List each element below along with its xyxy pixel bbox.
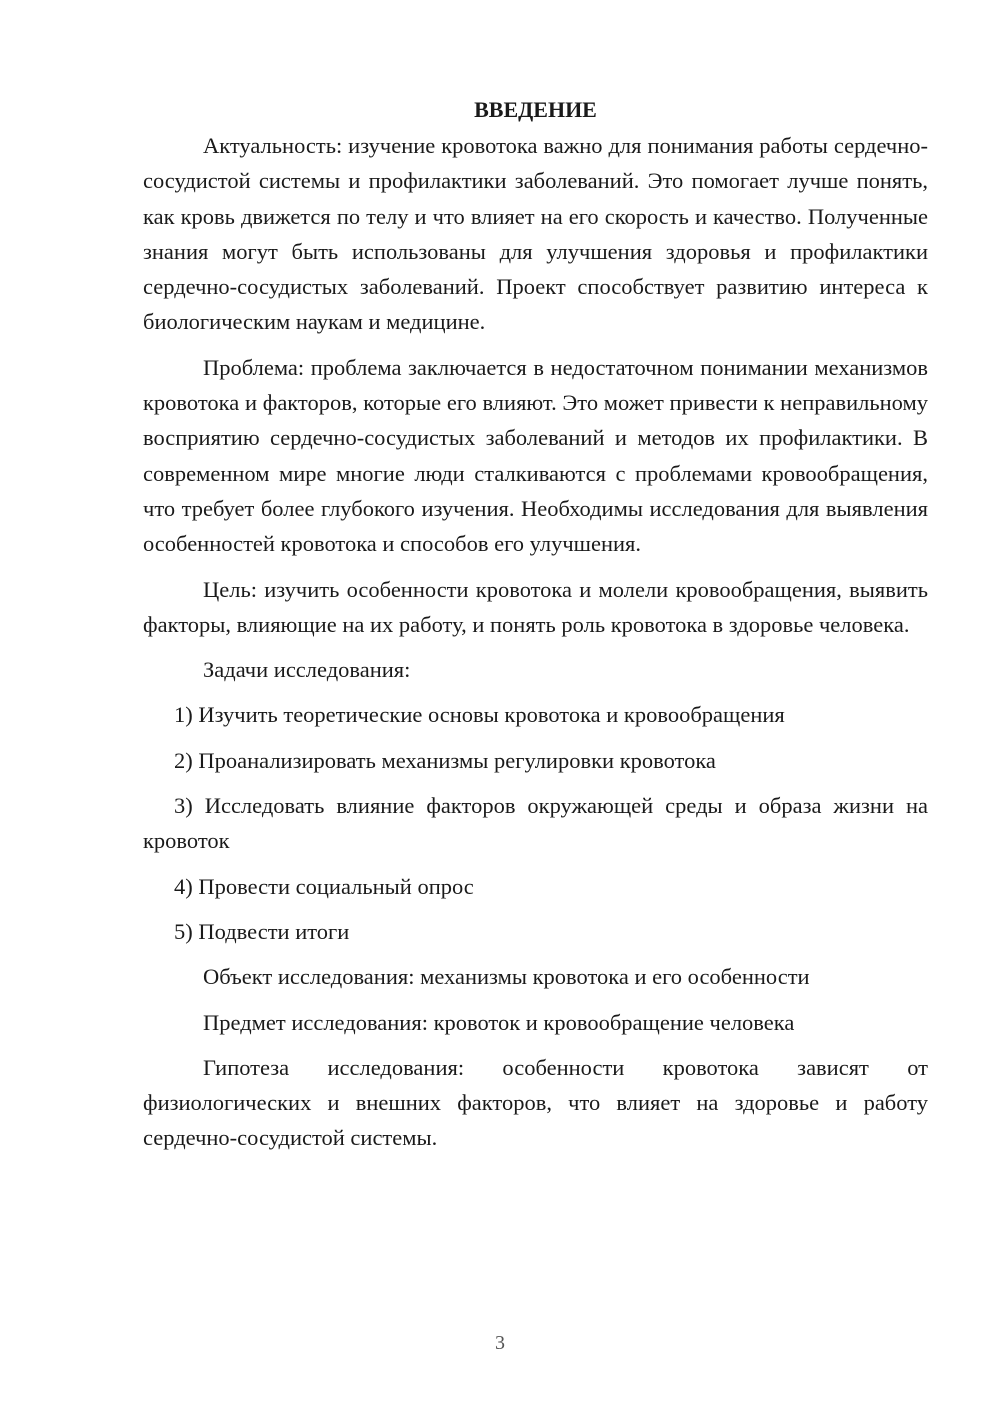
task-item-5: 5) Подвести итоги: [174, 918, 350, 944]
document-page: [143, 95, 928, 1166]
task-item-3: 3) Исследовать влияние факторов окружающей среды и образа жизни на кровоток: [143, 793, 928, 854]
paragraph-relevance: Актуальность: изучение кровотока важно для понимания работы сердечно-сосудистой системы и профилактики заболеваний. Это помогает лучше понять, как кровь движется по телу и что влияет на его скорость и качество. Полученные знания могут быть использованы для улучшения здоровья и профилактики сердечно-сосудистых заболеваний. Проект способствует развитию интереса к биологическим наукам и медицине.: [143, 133, 928, 335]
paragraph-goal: Цель: изучить особенности кровотока и молели кровообращения, выявить факторы, влияющие на их работу, и понять роль кровотока в здоровье человека.: [143, 576, 928, 637]
task-item-4: 4) Провести социальный опрос: [174, 873, 474, 899]
task-item-2: 2) Проанализировать механизмы регулировки кровотока: [174, 747, 716, 773]
paragraph-problem: Проблема: проблема заключается в недостаточном понимании механизмов кровотока и факторов, которые его влияют. Это может привести к неправильному восприятию сердечно-сосудистых заболеваний и методов их профилактики. В современном мире многие люди сталкиваются с проблемами кровообращения, что требует более глубокого изучения. Необходимы исследования для выявления особенностей кровотока и способов его улучшения.: [143, 354, 928, 557]
page-number: 3: [495, 1332, 505, 1354]
paragraph-subject: Предмет исследования: кровоток и кровообращение человека: [203, 1009, 795, 1035]
section-title: ВВЕДЕНИЕ: [474, 97, 597, 122]
tasks-heading: Задачи исследования:: [203, 657, 411, 683]
paragraph-hypothesis: Гипотеза исследования: особенности кровотока зависят от физиологических и внешних факторов, что влияет на здоровье и работу сердечно-сосудистой системы.: [143, 1054, 928, 1151]
paragraph-object: Объект исследования: механизмы кровотока и его особенности: [203, 964, 810, 990]
task-item-1: 1) Изучить теоретические основы кровотока и кровообращения: [174, 702, 785, 728]
